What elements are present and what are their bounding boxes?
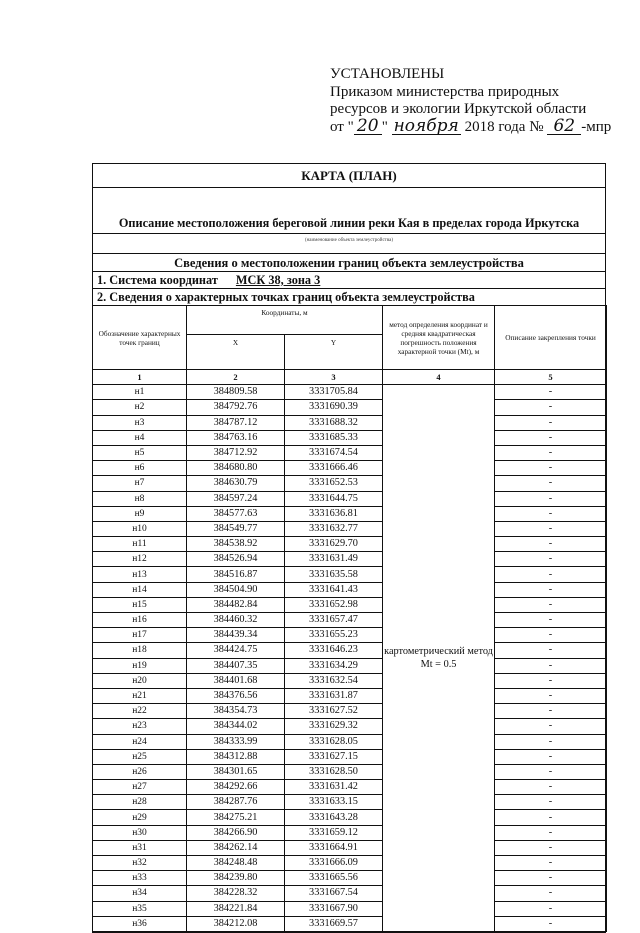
coordinate-x: 384809.58 <box>187 385 285 400</box>
coordinate-y: 3331629.70 <box>285 537 383 552</box>
table-row <box>93 704 607 719</box>
fixation-description: - <box>495 795 607 810</box>
point-designation: н15 <box>93 597 187 612</box>
fixation-description: - <box>495 430 607 445</box>
fixation-description: - <box>495 552 607 567</box>
coordinate-x: 384401.68 <box>187 673 285 688</box>
point-designation: н17 <box>93 628 187 643</box>
fixation-description: - <box>495 506 607 521</box>
fixation-description: - <box>495 658 607 673</box>
fixation-description: - <box>495 886 607 901</box>
coordinate-x: 384248.48 <box>187 856 285 871</box>
table-row <box>93 582 607 597</box>
fixation-description: - <box>495 537 607 552</box>
coordinate-y: 3331628.05 <box>285 734 383 749</box>
table-row <box>93 567 607 582</box>
point-designation: н30 <box>93 825 187 840</box>
point-designation: н8 <box>93 491 187 506</box>
coordinate-x: 384262.14 <box>187 840 285 855</box>
coordinate-y: 3331643.28 <box>285 810 383 825</box>
point-designation: н28 <box>93 795 187 810</box>
point-designation: н7 <box>93 476 187 491</box>
method-cell: картометрический метод Mt = 0.5 <box>383 385 495 932</box>
table-row <box>93 445 607 460</box>
object-description-row <box>93 188 605 234</box>
fixation-description: - <box>495 719 607 734</box>
column-number: 2 <box>187 370 285 385</box>
table-row <box>93 734 607 749</box>
table-row <box>93 415 607 430</box>
header-coordinates: Координаты, м <box>187 306 383 335</box>
point-designation: н27 <box>93 780 187 795</box>
table-row <box>93 886 607 901</box>
coordinate-y: 3331664.91 <box>285 840 383 855</box>
point-designation: н11 <box>93 537 187 552</box>
table-row <box>93 856 607 871</box>
table-row <box>93 476 607 491</box>
date-day-handwritten: 20 <box>354 119 382 135</box>
fixation-description: - <box>495 582 607 597</box>
section-header: Сведения о местоположении границ объекта землеустройства <box>93 254 605 272</box>
coordinate-y: 3331666.46 <box>285 461 383 476</box>
table-row <box>93 719 607 734</box>
coordinate-x: 384460.32 <box>187 613 285 628</box>
fixation-description: - <box>495 597 607 612</box>
table-row <box>93 840 607 855</box>
approval-line-1: Приказом министерства природных <box>330 83 560 100</box>
coordinate-y: 3331628.50 <box>285 764 383 779</box>
coordinate-y: 3331705.84 <box>285 385 383 400</box>
table-row <box>93 871 607 886</box>
order-suffix: -мпр <box>581 118 612 135</box>
header-fixation: Описание закрепления точки <box>495 306 607 370</box>
point-designation: н2 <box>93 400 187 415</box>
coordinate-y: 3331631.87 <box>285 688 383 703</box>
table-row <box>93 901 607 916</box>
coordinate-y: 3331631.49 <box>285 552 383 567</box>
coordinate-x: 384577.63 <box>187 506 285 521</box>
table-row <box>93 613 607 628</box>
fixation-description: - <box>495 673 607 688</box>
fixation-description: - <box>495 840 607 855</box>
point-designation: н25 <box>93 749 187 764</box>
point-designation: н10 <box>93 521 187 536</box>
table-row <box>93 552 607 567</box>
table-row <box>93 643 607 658</box>
date-year: 2018 года № <box>464 118 544 135</box>
fixation-description: - <box>495 810 607 825</box>
coordinate-x: 384516.87 <box>187 567 285 582</box>
column-number: 3 <box>285 370 383 385</box>
point-designation: н29 <box>93 810 187 825</box>
points-section-header: 2. Сведения о характерных точках границ объекта землеустройства <box>97 290 475 304</box>
coordinate-x: 384439.34 <box>187 628 285 643</box>
fixation-description: - <box>495 764 607 779</box>
coordinate-y: 3331631.42 <box>285 780 383 795</box>
column-number: 1 <box>93 370 187 385</box>
coordinate-x: 384787.12 <box>187 415 285 430</box>
date-quote: " <box>381 118 388 135</box>
coordinate-y: 3331636.81 <box>285 506 383 521</box>
table-row <box>93 461 607 476</box>
table-row <box>93 795 607 810</box>
coordinate-y: 3331666.09 <box>285 856 383 871</box>
fixation-description: - <box>495 780 607 795</box>
date-month-handwritten: ноября <box>393 115 459 136</box>
point-designation: н3 <box>93 415 187 430</box>
coordinate-y: 3331627.15 <box>285 749 383 764</box>
object-caption: (наименование объекта землеустройства) <box>304 238 394 243</box>
column-number: 4 <box>383 370 495 385</box>
coordinate-y: 3331632.54 <box>285 673 383 688</box>
coordinate-x: 384407.35 <box>187 658 285 673</box>
point-designation: н26 <box>93 764 187 779</box>
table-row <box>93 521 607 536</box>
fixation-description: - <box>495 385 607 400</box>
point-designation: н34 <box>93 886 187 901</box>
coordinate-x: 384228.32 <box>187 886 285 901</box>
coordinate-system-label: 1. Система координат <box>97 273 218 287</box>
coordinate-x: 384312.88 <box>187 749 285 764</box>
coordinate-x: 384482.84 <box>187 597 285 612</box>
coordinate-x: 384212.08 <box>187 916 285 931</box>
fixation-description: - <box>495 400 607 415</box>
point-designation: н4 <box>93 430 187 445</box>
fixation-description: - <box>495 916 607 931</box>
fixation-description: - <box>495 901 607 916</box>
fixation-description: - <box>495 643 607 658</box>
map-plan-sheet <box>92 163 606 933</box>
point-designation: н19 <box>93 658 187 673</box>
coordinate-y: 3331633.15 <box>285 795 383 810</box>
point-designation: н20 <box>93 673 187 688</box>
coordinate-y: 3331644.75 <box>285 491 383 506</box>
table-row <box>93 810 607 825</box>
point-designation: н35 <box>93 901 187 916</box>
table-row <box>93 430 607 445</box>
coordinate-y: 3331665.56 <box>285 871 383 886</box>
fixation-description: - <box>495 825 607 840</box>
coordinate-x: 384344.02 <box>187 719 285 734</box>
point-designation: н6 <box>93 461 187 476</box>
coordinate-x: 384597.24 <box>187 491 285 506</box>
coordinate-y: 3331690.39 <box>285 400 383 415</box>
coordinate-x: 384239.80 <box>187 871 285 886</box>
fixation-description: - <box>495 415 607 430</box>
point-designation: н16 <box>93 613 187 628</box>
fixation-description: - <box>495 734 607 749</box>
coordinate-x: 384504.90 <box>187 582 285 597</box>
point-designation: н5 <box>93 445 187 460</box>
coordinate-y: 3331632.77 <box>285 521 383 536</box>
coordinate-system-row <box>93 272 605 289</box>
header-method: метод определения координат и средняя квадратическая погрешность положения характерной точки (Mt), м <box>383 306 495 370</box>
coordinate-y: 3331688.32 <box>285 415 383 430</box>
table-row <box>93 688 607 703</box>
coordinate-y: 3331669.57 <box>285 916 383 931</box>
coordinate-x: 384376.56 <box>187 688 285 703</box>
fixation-description: - <box>495 871 607 886</box>
fixation-description: - <box>495 567 607 582</box>
coordinate-system-value: МСК 38, зона 3 <box>235 273 321 287</box>
table-row <box>93 825 607 840</box>
coordinate-x: 384287.76 <box>187 795 285 810</box>
point-designation: н14 <box>93 582 187 597</box>
coordinate-x: 384266.90 <box>187 825 285 840</box>
coordinate-y: 3331659.12 <box>285 825 383 840</box>
approval-line-2: ресурсов и экологии Иркутской области <box>330 101 587 117</box>
coordinate-y: 3331652.53 <box>285 476 383 491</box>
coordinate-x: 384712.92 <box>187 445 285 460</box>
table-row <box>93 673 607 688</box>
coordinate-x: 384333.99 <box>187 734 285 749</box>
coordinate-x: 384549.77 <box>187 521 285 536</box>
coordinate-x: 384424.75 <box>187 643 285 658</box>
coordinate-x: 384354.73 <box>187 704 285 719</box>
coordinate-y: 3331634.29 <box>285 658 383 673</box>
table-row <box>93 628 607 643</box>
coordinate-y: 3331646.23 <box>285 643 383 658</box>
coordinate-y: 3331627.52 <box>285 704 383 719</box>
point-designation: н9 <box>93 506 187 521</box>
table-row <box>93 400 607 415</box>
point-designation: н21 <box>93 688 187 703</box>
coordinate-x: 384221.84 <box>187 901 285 916</box>
coordinate-x: 384275.21 <box>187 810 285 825</box>
point-designation: н1 <box>93 385 187 400</box>
table-row <box>93 658 607 673</box>
fixation-description: - <box>495 491 607 506</box>
point-designation: н18 <box>93 643 187 658</box>
fixation-description: - <box>495 704 607 719</box>
date-prefix: от " <box>330 118 354 135</box>
coordinate-x: 384680.80 <box>187 461 285 476</box>
point-designation: н31 <box>93 840 187 855</box>
point-designation: н13 <box>93 567 187 582</box>
coordinate-y: 3331635.58 <box>285 567 383 582</box>
coordinate-y: 3331674.54 <box>285 445 383 460</box>
object-description: Описание местоположения береговой линии реки Кая в пределах города Иркутска <box>118 216 580 230</box>
coordinate-y: 3331629.32 <box>285 719 383 734</box>
fixation-description: - <box>495 461 607 476</box>
order-number-handwritten: 62 <box>547 119 581 135</box>
table-row <box>93 506 607 521</box>
points-table <box>92 305 607 932</box>
table-row <box>93 780 607 795</box>
coordinate-x: 384792.76 <box>187 400 285 415</box>
table-row <box>93 537 607 552</box>
coordinate-x: 384301.65 <box>187 764 285 779</box>
fixation-description: - <box>495 749 607 764</box>
fixation-description: - <box>495 613 607 628</box>
table-row <box>93 385 607 400</box>
coordinate-y: 3331685.33 <box>285 430 383 445</box>
point-designation: н33 <box>93 871 187 886</box>
coordinate-y: 3331655.23 <box>285 628 383 643</box>
table-row <box>93 597 607 612</box>
fixation-description: - <box>495 688 607 703</box>
coordinate-x: 384763.16 <box>187 430 285 445</box>
fixation-description: - <box>495 628 607 643</box>
object-caption-row <box>93 234 605 254</box>
sheet-title: КАРТА (ПЛАН) <box>93 164 605 188</box>
table-row <box>93 916 607 931</box>
point-designation: н22 <box>93 704 187 719</box>
table-row <box>93 764 607 779</box>
coordinate-y: 3331667.54 <box>285 886 383 901</box>
header-designation: Обозначение характерных точек границ <box>93 306 187 370</box>
coordinate-y: 3331667.90 <box>285 901 383 916</box>
header-y: Y <box>285 335 383 370</box>
fixation-description: - <box>495 476 607 491</box>
point-designation: н23 <box>93 719 187 734</box>
fixation-description: - <box>495 521 607 536</box>
point-designation: н12 <box>93 552 187 567</box>
coordinate-y: 3331652.98 <box>285 597 383 612</box>
coordinate-y: 3331657.47 <box>285 613 383 628</box>
table-row <box>93 491 607 506</box>
coordinate-x: 384292.66 <box>187 780 285 795</box>
fixation-description: - <box>495 856 607 871</box>
coordinate-y: 3331641.43 <box>285 582 383 597</box>
table-row <box>93 749 607 764</box>
coordinate-x: 384538.92 <box>187 537 285 552</box>
fixation-description: - <box>495 445 607 460</box>
point-designation: н24 <box>93 734 187 749</box>
coordinate-x: 384630.79 <box>187 476 285 491</box>
column-number: 5 <box>495 370 607 385</box>
approval-heading: УСТАНОВЛЕНЫ <box>330 66 445 82</box>
header-x: X <box>187 335 285 370</box>
point-designation: н36 <box>93 916 187 931</box>
approval-date-line <box>330 115 612 137</box>
point-designation: н32 <box>93 856 187 871</box>
coordinate-x: 384526.94 <box>187 552 285 567</box>
approval-stamp <box>330 66 611 136</box>
